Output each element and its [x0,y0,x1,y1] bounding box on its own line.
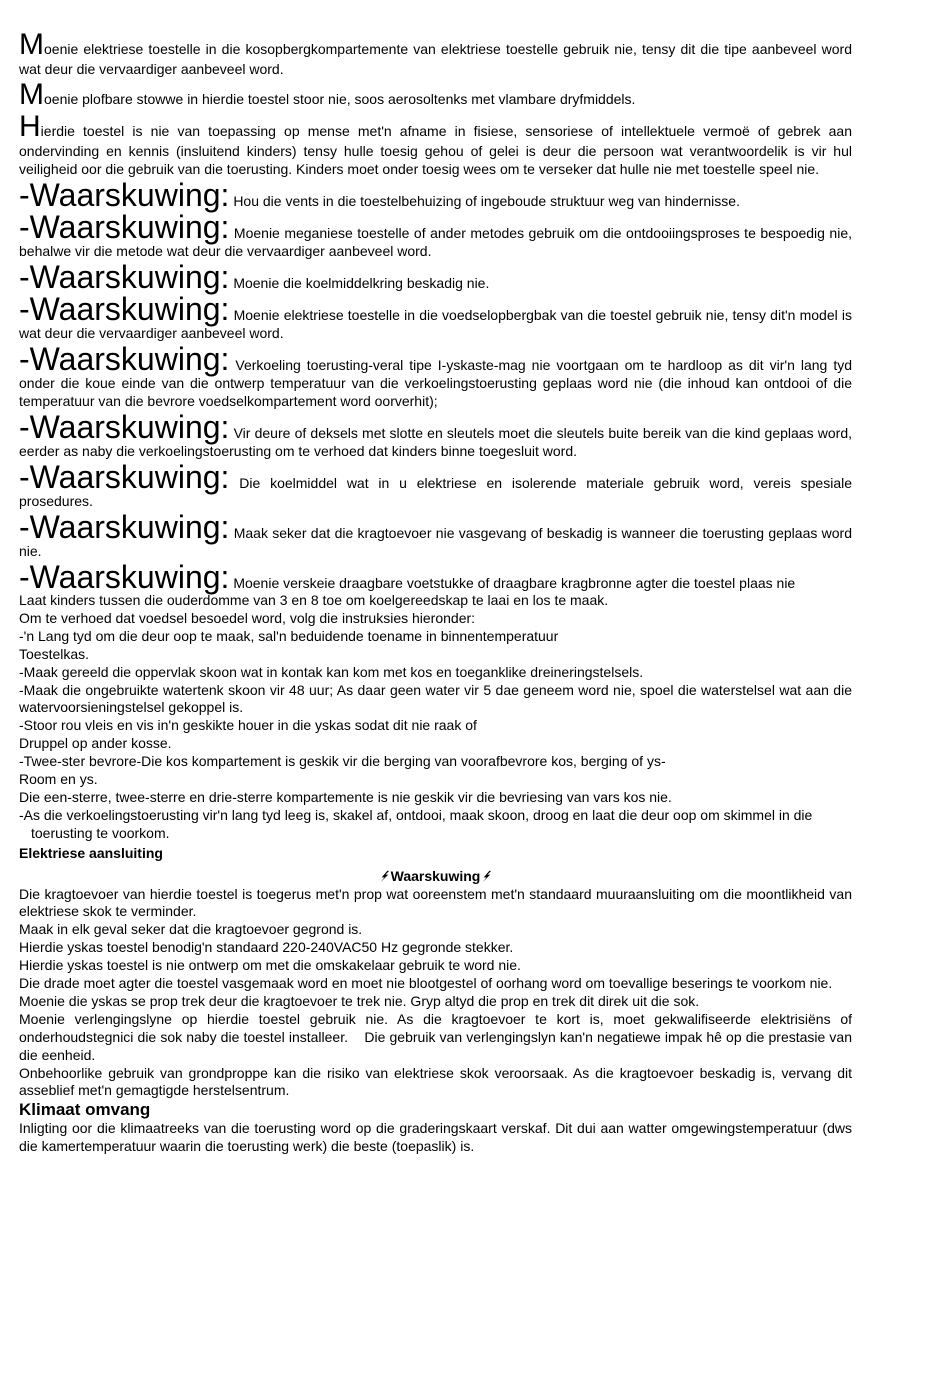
electric-line: Hierdie yskas toestel benodig'n standaard 220-240VAC50 Hz gegronde stekker. [19,939,514,956]
warning-text: Moenie elektriese toestelle in die voedselopbergbak van die toestel gebruik nie, tensy dit'n model is wat deur die vervaardiger aanbeveel word. [19,307,853,341]
drop-cap: M [19,28,44,61]
instruction-line: Die een-sterre, twee-sterre en drie-sterre kompartemente is nie geskik vir die bevriesing van vars kos nie. [19,788,672,805]
electric-line: Die kragtoevoer van hierdie toestel is toegerus met'n prop wat ooreenstem met'n standaard muuraansluiting om die moontlikheid van elektriese skok te verminder. [19,885,852,920]
instruction-line: -Twee-ster bevrore-Die kos kompartement is geskik vir die berging van voorafbevrore kos, berging of ys- [19,753,666,770]
paragraph-text: ierdie toestel is nie van toepassing op mense met'n afname in fisiese, sensoriese of intellektuele vermoë of gebrek aan ondervinding en kennis (insluitend kinders) tensy hulle toesig gehou of gelei is deur die persoon wat verantwoordelik is vir hul veiligheid oor die gebruik van die toerusting. Kinders moet onder toesig wees om te verseker dat hulle nie met toestelle speel nie. [19,123,852,177]
instruction-line: Druppel op ander kosse. [19,735,172,752]
drop-cap: M [19,78,44,111]
intro-paragraph [19,112,852,178]
warning-item [19,177,852,213]
warning-label: -Waarskuwing: [19,291,230,327]
instruction-line: -As die verkoelingstoerusting vir'n lang tyd leeg is, skakel af, ontdooi, maak skoon, droog en laat die deur oop om skimmel in die toerusting te voorkom. [19,806,813,841]
warning-text: Hou die vents in die toestelbehuizing of ingeboude struktuur weg van hindernisse. [233,193,740,209]
instruction-line: Room en ys. [19,771,98,788]
warning-item [19,409,852,460]
drop-cap: H [19,110,41,143]
electric-line: Onbehoorlike gebruik van grondproppe kan die risiko van elektriese skok veroorsaak. As die kragtoevoer beskadig is, vervang dit asseblief met'n gemagtigde herstelsentrum. [19,1064,852,1099]
instruction-line: Laat kinders tussen die ouderdomme van 3 en 8 toe om koelgereedskap te laai en los te maak. [19,592,609,608]
warning-label: -Waarskuwing: [19,259,230,295]
warning-label: -Waarskuwing: [19,177,230,213]
section-heading-climate: Klimaat omvang [19,1100,151,1120]
warning-label: -Waarskuwing: [19,459,230,495]
warning-text: Vir deure of deksels met slotte en sleutels moet die sleutels buite bereik van die kind geplaas word, eerder as naby die verkoelingstoerusting om te verhoed dat kinders binne toegesluit word. [19,425,852,459]
warning-label: -Waarskuwing: [19,509,230,545]
warning-item [19,559,852,595]
warning-item [19,509,853,560]
intro-paragraph [19,30,852,78]
warning-text: Die koelmiddel wat in u elektriese en isolerende materiale gebruik word, vereis spesiale prosedures. [19,475,853,509]
warning-label: -Waarskuwing: [19,209,230,245]
electric-line: Moenie die yskas se prop trek deur die kragtoevoer te trek nie. Gryp altyd die prop en trek dit direk uit die sok. [19,992,700,1009]
electric-warning-label: Waarskuwing [390,867,481,884]
instruction-line: Toestelkas. [19,645,90,662]
warning-text: Verkoeling toerusting-veral tipe I-yskaste-mag nie voortgaan om te hardloop as dit vir'n lang tyd onder die koue einde van die ontwerp temperatuur van die verkoelingstoerusting geplaas word nie (die inhoud kan ontdooi of die temperatuur van die bevrore voedselkompartement word oorverhit); [19,357,852,409]
warning-text: Maak seker dat die kragtoevoer nie vasgevang of beskadig is wanneer die toerusting geplaas word nie. [19,525,853,559]
warning-label: -Waarskuwing: [19,409,230,445]
document-page [19,28,856,1156]
warning-item [19,459,853,510]
warning-label: -Waarskuwing: [19,559,230,595]
lightning-bolt-icon [480,870,493,883]
instruction-line: Om te verhoed dat voedsel besoedel word, volg die instruksies hieronder: [19,609,476,626]
section-heading-electric: Elektriese aansluiting [19,844,163,861]
warning-text: Moenie verskeie draagbare voetstukke of draagbare kragbronne agter die toestel plaas nie [233,575,796,591]
electric-line: Hierdie yskas toestel is nie ontwerp om met die omskakelaar gebruik te word nie. [19,957,521,974]
instruction-line: -Maak gereeld die oppervlak skoon wat in kontak kan kom met kos en toeganklike dreineringstelsels. [19,663,644,680]
warning-item [19,341,852,410]
instruction-line: -Stoor rou vleis en vis in'n geskikte houer in die yskas sodat dit nie raak of [19,717,477,734]
climate-text: Inligting oor die klimaatreeks van die toerusting word op die graderingskaart verskaf. Dit dui aan watter omgewingstemperatuur (dws die kamertemperatuur waarin die toerusting werk) die beste (toepaslik) is. [19,1120,852,1155]
lightning-bolt-icon [378,870,391,883]
warning-item [19,291,853,342]
warning-item [19,209,853,260]
warning-label: -Waarskuwing: [19,341,230,377]
electric-line: Die drade moet agter die toestel vasgemaak word en moet nie blootgestel of oorhang word om toevallige beserings te voorkom nie. [19,975,833,992]
electric-line: Maak in elk geval seker dat die kragtoevoer gegrond is. [19,921,363,938]
warning-text: Moenie meganiese toestelle of ander metodes gebruik om die ontdooiingsproses te bespoedig nie, behalwe vir die metode wat deur die vervaardiger aanbeveel word. [19,225,853,259]
electric-warning-title [19,868,852,886]
warning-item [19,259,852,295]
intro-paragraph [19,80,852,110]
paragraph-text: oenie elektriese toestelle in die kosopbergkompartemente van elektriese toestelle gebruik nie, tensy dit die tipe aanbeveel word wat deur die vervaardiger aanbeveel word. [19,41,852,77]
instruction-line: -Maak die ongebruikte watertenk skoon vir 48 uur; As daar geen water vir 5 dae geneem word nie, spoel die waterstelsel wat aan die watervoorsieningstelsel gekoppel is. [19,681,852,716]
electric-line: Moenie verlengingslyne op hierdie toestel gebruik nie. As die kragtoevoer te kort is, moet gekwalifiseerde elektrisiëns of onderhoudstegnici die sok naby die toestel installeer. Die gebruik van verlengingslyn kan'n negatiewe impak hê op die prestasie van die eenheid. [19,1010,856,1063]
warning-text: Moenie die koelmiddelkring beskadig nie. [233,275,490,291]
paragraph-text: oenie plofbare stowwe in hierdie toestel stoor nie, soos aerosoltenks met vlambare dryfmiddels. [44,91,636,107]
instruction-line: -'n Lang tyd om die deur oop te maak, sal'n beduidende toename in binnentemperatuur [19,627,559,644]
